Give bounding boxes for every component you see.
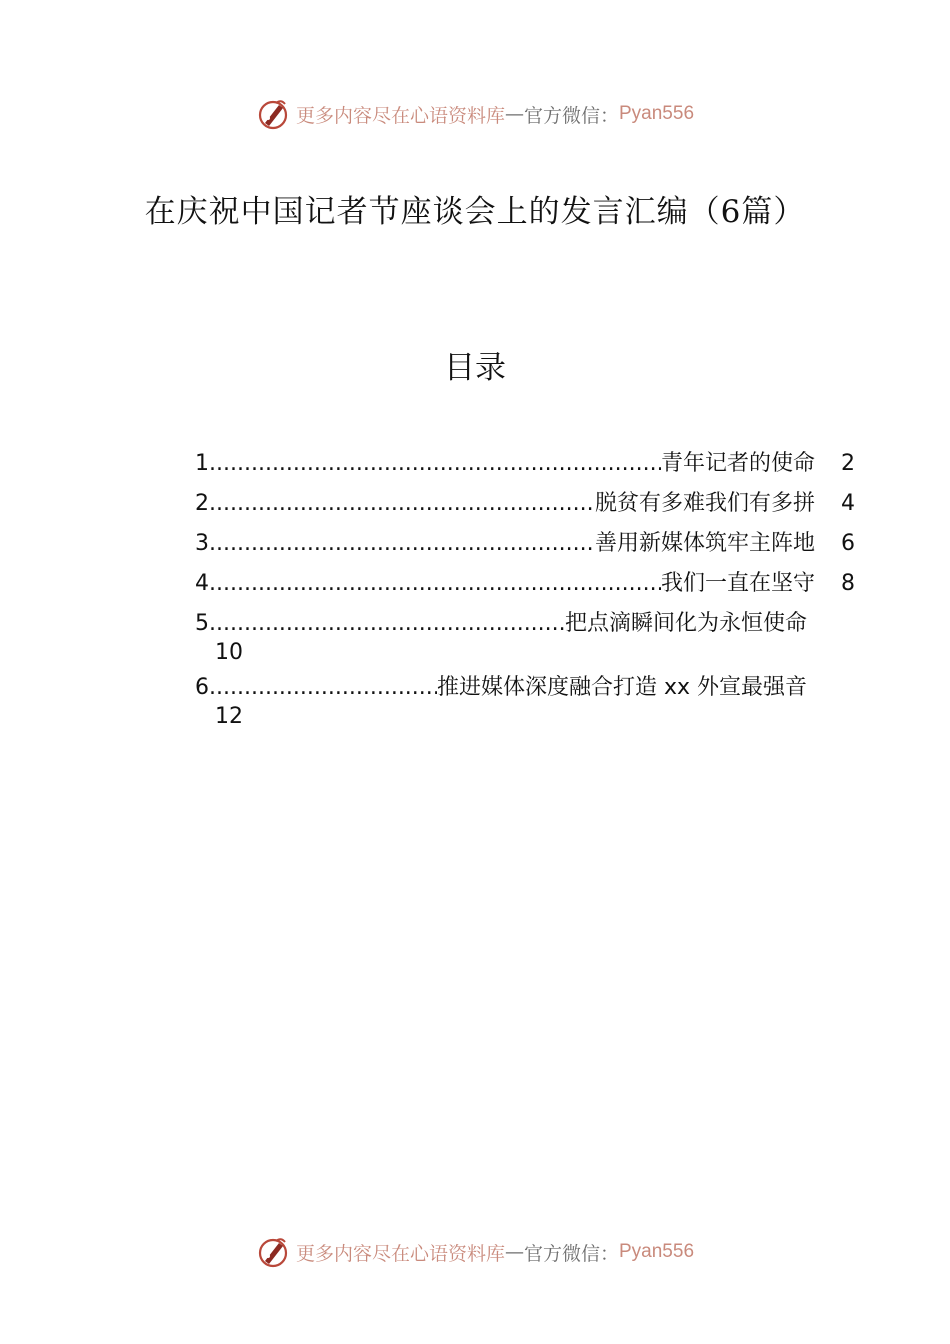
toc-dot-leader	[209, 670, 437, 706]
toc-dot-leader	[209, 606, 565, 642]
banner-wechat-id: Pyan556	[619, 103, 695, 124]
toc-entry-5[interactable]	[195, 606, 855, 666]
toc-entry-title: 推进媒体深度融合打造 xx 外宣最强音	[436, 675, 807, 700]
toc-entry-number: 4	[195, 571, 209, 596]
document-title: 在庆祝中国记者节座谈会上的发言汇编（6篇）	[144, 194, 806, 230]
toc-entry-page: 10	[215, 640, 243, 665]
toc-entry-title: 脱贫有多难我们有多拼	[594, 491, 815, 516]
toc-heading: 目录	[444, 350, 506, 386]
toc-entry-title: 善用新媒体筑牢主阵地	[594, 531, 815, 556]
toc-entry-number: 3	[195, 531, 209, 556]
toc-entry-title: 我们一直在坚守	[660, 571, 815, 596]
header-banner	[0, 94, 950, 134]
pen-circle-logo-icon	[256, 97, 290, 131]
banner-text-wechat: 官方微信：	[523, 104, 619, 127]
toc-entry-page: 4	[841, 491, 855, 516]
toc-entry-page: 12	[215, 704, 243, 729]
toc-entry-title: 青年记者的使命	[660, 451, 815, 476]
banner-wechat-id: Pyan556	[619, 1241, 695, 1262]
toc-entry-2[interactable]	[195, 486, 855, 526]
toc-dot-leader	[209, 566, 661, 602]
table-of-contents	[195, 446, 855, 734]
toc-entry-3[interactable]	[195, 526, 855, 566]
toc-entry-number: 2	[195, 491, 209, 516]
toc-entry-title: 把点滴瞬间化为永恒使命	[564, 611, 807, 636]
banner-text-library: 更多内容尽在心语资料库	[295, 1242, 505, 1265]
toc-dot-leader	[209, 486, 595, 522]
banner-dash: —	[504, 1241, 524, 1263]
toc-entry-1[interactable]	[195, 446, 855, 486]
toc-entry-number: 6	[195, 675, 209, 700]
toc-entry-page: 8	[841, 571, 855, 596]
toc-entry-number: 5	[195, 611, 209, 636]
toc-entry-number: 1	[195, 451, 209, 476]
banner-dash: —	[504, 103, 524, 125]
banner-text-library: 更多内容尽在心语资料库	[295, 104, 505, 127]
banner-text-wechat: 官方微信：	[523, 1242, 619, 1265]
toc-dot-leader	[209, 526, 595, 562]
toc-entry-4[interactable]	[195, 566, 855, 606]
pen-circle-logo-icon	[256, 1235, 290, 1269]
footer-banner	[0, 1232, 950, 1272]
toc-dot-leader	[209, 446, 661, 482]
toc-entry-6[interactable]	[195, 670, 855, 730]
toc-entry-page: 2	[841, 451, 855, 476]
toc-entry-page: 6	[841, 531, 855, 556]
